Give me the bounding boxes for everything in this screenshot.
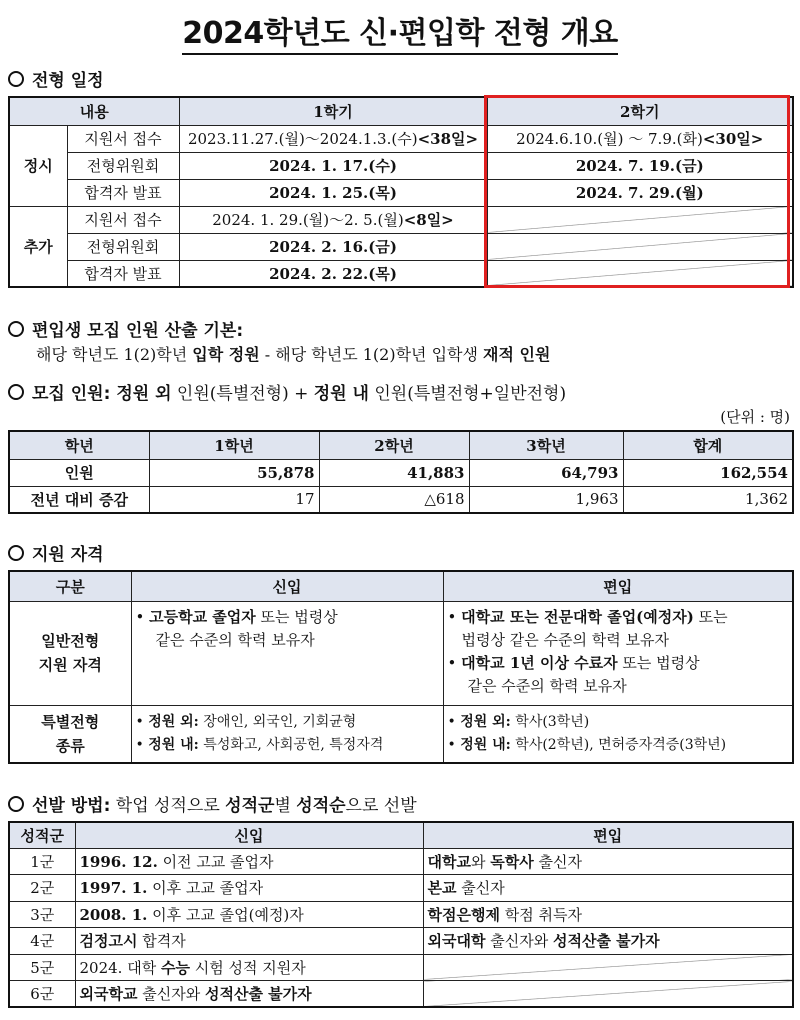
row-label: 합격자 발표	[67, 260, 179, 287]
recruit-value: 55,878	[149, 459, 319, 486]
row-label: 지원서 접수	[67, 125, 179, 152]
selection-header: 신입	[75, 822, 423, 848]
sem1-value: 2024. 1. 25.(목)	[179, 179, 487, 206]
recruit-header: 학년	[9, 431, 149, 459]
recruit-value: 1,963	[469, 486, 623, 513]
group-regular: 정시	[9, 125, 67, 206]
schedule-header-content: 내용	[9, 97, 179, 125]
selection-new: 외국학교 출신자와 성적산출 불가자	[75, 981, 423, 1008]
selection-row	[9, 954, 793, 981]
eligibility-table	[8, 570, 794, 764]
circle-bullet-icon	[8, 321, 24, 337]
selection-group: 2군	[9, 875, 75, 902]
empty-cell	[487, 260, 793, 287]
sem1-value: 2023.11.27.(월)～2024.1.3.(수)<38일>	[179, 125, 487, 152]
eligibility-header: 편입	[443, 571, 793, 601]
general-label: 일반전형 지원 자격	[9, 601, 131, 705]
special-label: 특별전형 종류	[9, 705, 131, 763]
schedule-table	[8, 96, 794, 288]
basis-formula: 해당 학년도 1(2)학년 입학 정원 - 해당 학년도 1(2)학년 입학생 재적 인원	[36, 345, 551, 364]
schedule-header-sem2: 2학기	[487, 97, 793, 125]
recruit-header: 합계	[623, 431, 793, 459]
circle-bullet-icon	[8, 796, 24, 812]
schedule-header-sem1: 1학기	[179, 97, 487, 125]
recruit-value: 17	[149, 486, 319, 513]
circle-bullet-icon	[8, 384, 24, 400]
sem2-value: 2024.6.10.(월) ～ 7.9.(화)<30일>	[487, 125, 793, 152]
section-heading-selection: 선발 방법: 학업 성적으로 성적군별 성적순으로 선발	[8, 791, 417, 816]
recruit-header: 2학년	[319, 431, 469, 459]
selection-group: 5군	[9, 954, 75, 981]
sem2-value: 2024. 7. 29.(월)	[487, 179, 793, 206]
section-heading-eligibility: 지원 자격	[8, 540, 104, 565]
selection-new: 1997. 1. 이후 고교 졸업자	[75, 875, 423, 902]
unit-label: (단위 : 명)	[720, 408, 790, 426]
selection-table	[8, 821, 794, 1008]
recruit-value: △618	[319, 486, 469, 513]
recruit-value: 64,793	[469, 459, 623, 486]
general-new-cell: • 고등학교 졸업자 또는 법령상 같은 수준의 학력 보유자	[131, 601, 443, 705]
selection-new: 검정고시 합격자	[75, 928, 423, 955]
recruit-row-label: 인원	[9, 459, 149, 486]
selection-transfer: 학점은행제 학점 취득자	[423, 901, 793, 928]
recruit-header: 3학년	[469, 431, 623, 459]
general-transfer-cell: • 대학교 또는 전문대학 졸업(예정자) 또는 법령상 같은 수준의 학력 보유자 • 대학교 1년 이상 수료자 또는 법령상 같은 수준의 학력 보유자	[443, 601, 793, 705]
recruit-value: 1,362	[623, 486, 793, 513]
selection-header: 편입	[423, 822, 793, 848]
selection-group: 4군	[9, 928, 75, 955]
selection-new: 2008. 1. 이후 고교 졸업(예정)자	[75, 901, 423, 928]
eligibility-header: 신입	[131, 571, 443, 601]
page-title: 2024학년도 신·편입학 전형 개요	[0, 8, 800, 52]
selection-group: 1군	[9, 848, 75, 875]
circle-bullet-icon	[8, 545, 24, 561]
recruit-header: 1학년	[149, 431, 319, 459]
sem1-value: 2024. 1. 17.(수)	[179, 152, 487, 179]
empty-cell	[487, 233, 793, 260]
selection-header: 성적군	[9, 822, 75, 848]
selection-group: 3군	[9, 901, 75, 928]
row-label: 합격자 발표	[67, 179, 179, 206]
selection-transfer	[423, 981, 793, 1008]
recruit-row-label: 전년 대비 증감	[9, 486, 149, 513]
section-heading-basis: 편입생 모집 인원 산출 기본:	[8, 316, 243, 341]
selection-row	[9, 928, 793, 955]
selection-transfer: 본교 출신자	[423, 875, 793, 902]
selection-transfer: 대학교와 독학사 출신자	[423, 848, 793, 875]
selection-row	[9, 981, 793, 1008]
circle-bullet-icon	[8, 71, 24, 87]
sem1-value: 2024. 2. 22.(목)	[179, 260, 487, 287]
selection-transfer: 외국대학 출신자와 성적산출 불가자	[423, 928, 793, 955]
selection-row	[9, 848, 793, 875]
recruit-value: 162,554	[623, 459, 793, 486]
eligibility-header: 구분	[9, 571, 131, 601]
empty-cell	[487, 206, 793, 233]
sem1-value: 2024. 1. 29.(월)～2. 5.(월)<8일>	[179, 206, 487, 233]
row-label: 전형위원회	[67, 152, 179, 179]
recruit-table	[8, 430, 794, 514]
selection-new: 2024. 대학 수능 시험 성적 지원자	[75, 954, 423, 981]
selection-group: 6군	[9, 981, 75, 1008]
group-additional: 추가	[9, 206, 67, 287]
sem2-value: 2024. 7. 19.(금)	[487, 152, 793, 179]
selection-new: 1996. 12. 이전 고교 졸업자	[75, 848, 423, 875]
sem1-value: 2024. 2. 16.(금)	[179, 233, 487, 260]
section-heading-schedule: 전형 일정	[8, 66, 104, 91]
selection-row	[9, 875, 793, 902]
recruit-value: 41,883	[319, 459, 469, 486]
selection-transfer	[423, 954, 793, 981]
row-label: 지원서 접수	[67, 206, 179, 233]
row-label: 전형위원회	[67, 233, 179, 260]
section-heading-recruit: 모집 인원: 정원 외 인원(특별전형) + 정원 내 인원(특별전형+일반전형)	[8, 379, 566, 404]
selection-row	[9, 901, 793, 928]
special-transfer-cell: • 정원 외: 학사(3학년) • 정원 내: 학사(2학년), 면허증자격증(3학년)	[443, 705, 793, 763]
special-new-cell: • 정원 외: 장애인, 외국인, 기회균형 • 정원 내: 특성화고, 사회공헌, 특정자격	[131, 705, 443, 763]
